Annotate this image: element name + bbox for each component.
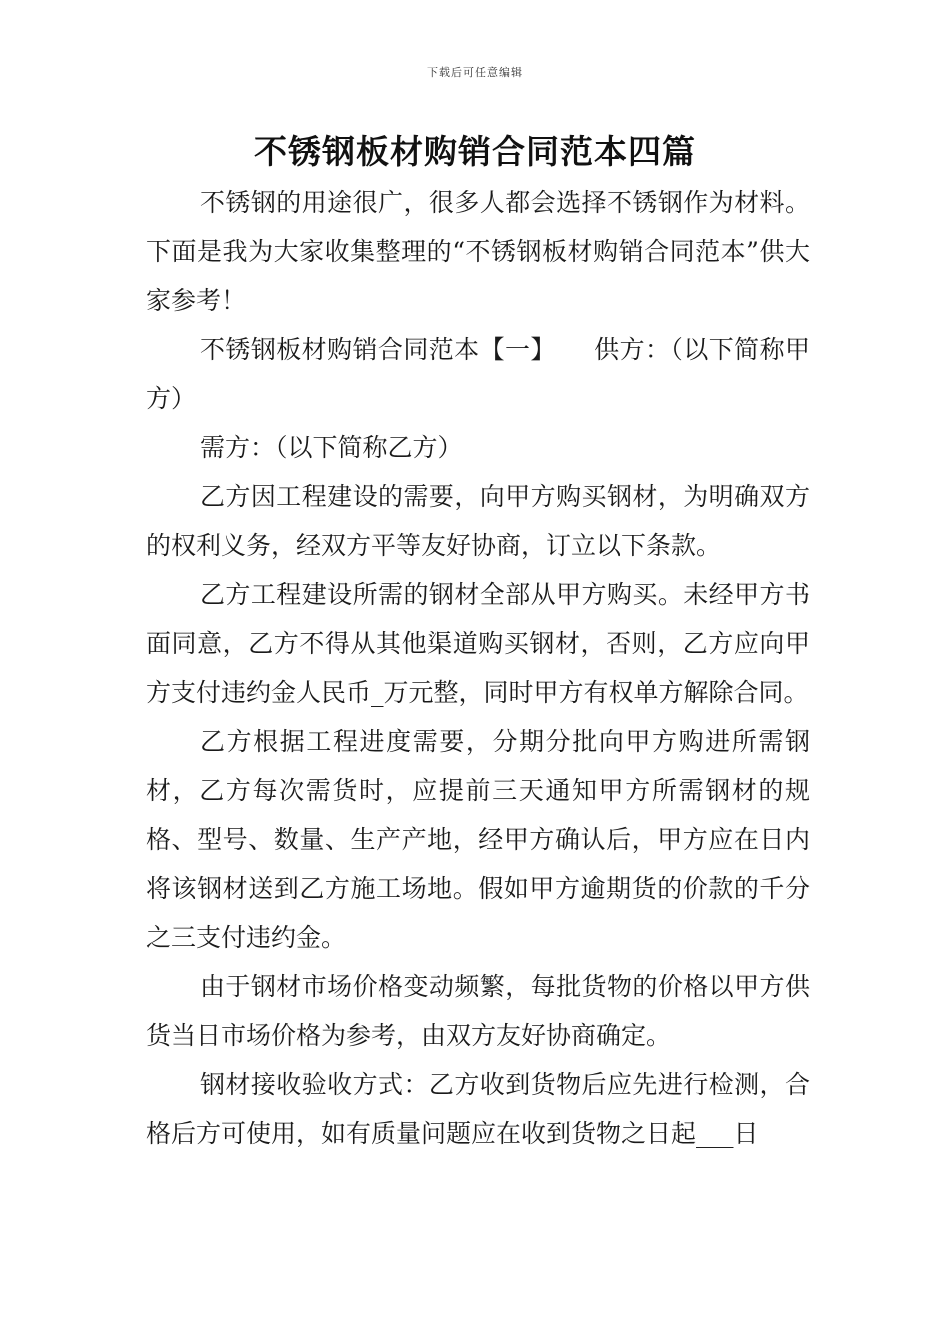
paragraph-pricing: 由于钢材市场价格变动频繁，每批货物的价格以甲方供货当日市场价格为参考，由双方友好协商确定。 [146, 972, 810, 1050]
paragraph-purpose: 乙方因工程建设的需要，向甲方购买钢材，为明确双方的权利义务，经双方平等友好协商，订立以下条款。 [146, 482, 810, 560]
header-note: 下载后可任意编辑 [427, 66, 523, 79]
paragraph-delivery: 乙方根据工程进度需要，分期分批向甲方购进所需钢材，乙方每次需货时，应提前三天通知甲方所需钢材的规格、型号、数量、生产产地，经甲方确认后，甲方应在日内将该钢材送到乙方施工场地。假如甲方逾期货的价款的千分之三支付违约金。 [146, 727, 810, 952]
document-body [146, 178, 810, 1158]
paragraph-exclusive-purchase: 乙方工程建设所需的钢材全部从甲方购买。未经甲方书面同意，乙方不得从其他渠道购买钢材，否则，乙方应向甲方支付违约金人民币_万元整，同时甲方有权单方解除合同。 [146, 580, 810, 707]
document-title: 不锈钢板材购销合同范本四篇 [254, 132, 696, 171]
paragraph-acceptance: 钢材接收验收方式：乙方收到货物后应先进行检测，合格后方可使用，如有质量问题应在收到货物之日起___日 [146, 1070, 810, 1148]
paragraph-buyer: 需方：（以下简称乙方） [200, 433, 463, 462]
paragraph-intro: 不锈钢的用途很广，很多人都会选择不锈钢作为材料。下面是我为大家收集整理的“不锈钢板材购销合同范本”供大家参考！ [146, 188, 810, 315]
paragraph-contract-one-heading: 不锈钢板材购销合同范本【一】 供方：（以下简称甲方） [146, 335, 810, 413]
